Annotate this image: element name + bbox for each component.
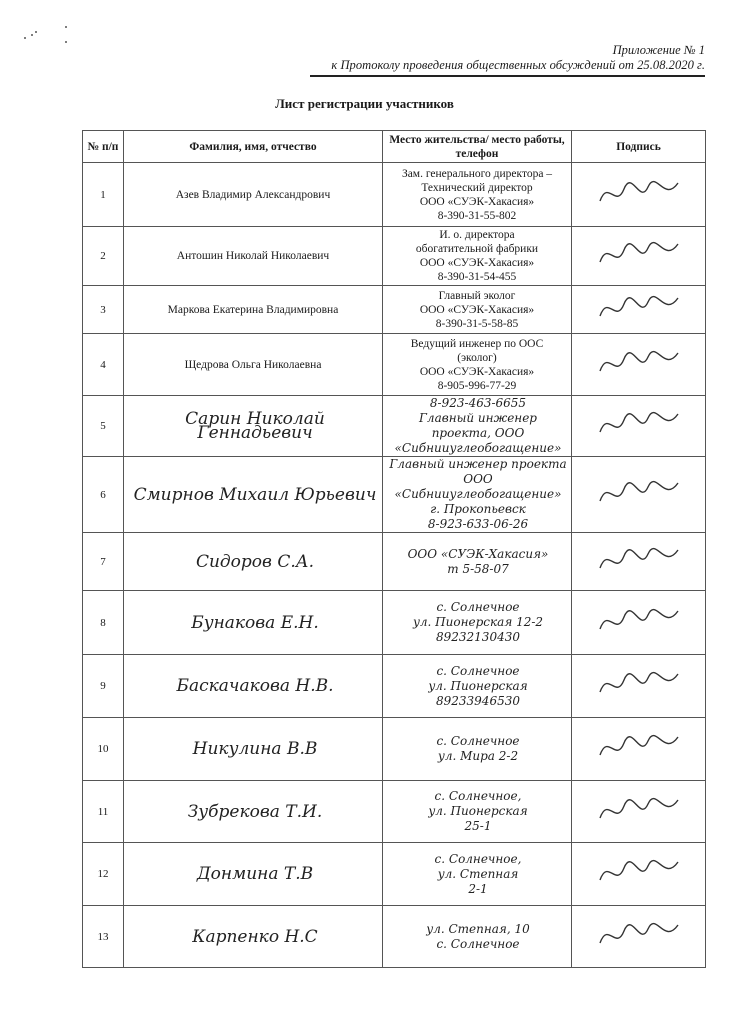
speck <box>24 37 26 39</box>
participant-name: Смирнов Михаил Юрьевич <box>124 457 383 533</box>
place-line: ООО «Сибнииуглеобогащение» <box>394 472 562 501</box>
place-line: ООО «СУЭК-Хакасия» <box>419 303 535 316</box>
row-number: 8 <box>83 591 124 655</box>
speck <box>65 26 67 28</box>
speck <box>31 34 33 36</box>
place-line: 8-905-996-77-29 <box>437 379 517 392</box>
table-row <box>83 906 706 968</box>
place-line: 8-390-31-55-802 <box>437 209 517 222</box>
place-line: с. Солнечное <box>436 734 520 748</box>
table-row <box>83 591 706 655</box>
signature-scribble <box>594 475 684 511</box>
place-line: 8-390-31-54-455 <box>437 271 517 283</box>
participant-name: Антошин Николай Николаевич <box>124 227 383 286</box>
participant-name: Бунакова Е.Н. <box>124 591 383 655</box>
participant-place <box>383 227 572 286</box>
header-signature: Подпись <box>572 131 706 163</box>
table-row <box>83 718 706 781</box>
table-row <box>83 457 706 533</box>
row-number: 2 <box>83 227 124 286</box>
signature-scribble <box>594 406 684 442</box>
signature-cell <box>572 227 706 286</box>
place-line: с. Солнечное <box>436 663 520 678</box>
signature-scribble <box>594 542 684 578</box>
signature-scribble <box>594 345 684 381</box>
scan-specks <box>22 26 72 46</box>
place-line: ул. Степная <box>437 866 519 881</box>
participant-name: Азев Владимир Александрович <box>124 163 383 227</box>
place-line: 89232130430 <box>436 630 520 644</box>
header-num: № п/п <box>83 131 124 163</box>
place-line: ул. Пионерская <box>428 678 528 693</box>
place-line: ООО «СУЭК-Хакасия» <box>407 546 549 561</box>
place-line: (эколог) <box>457 351 497 364</box>
signature-scribble <box>594 792 684 828</box>
place-line: ООО «СУЭК-Хакасия» <box>419 257 535 269</box>
place-line: ООО «СУЭК-Хакасия» <box>419 365 535 378</box>
participant-name: Сидоров С.А. <box>124 533 383 591</box>
place-line: Ведущий инженер по ООС <box>410 337 544 350</box>
row-number: 1 <box>83 163 124 227</box>
appendix-line-2: к Протоколу проведения общественных обсуждений от 25.08.2020 г. <box>331 58 705 72</box>
participant-place <box>383 718 572 781</box>
table-row <box>83 163 706 227</box>
signature-scribble <box>594 854 684 890</box>
table-row <box>83 286 706 334</box>
row-number: 11 <box>83 781 124 843</box>
participant-place <box>383 457 572 533</box>
signature-cell <box>572 396 706 457</box>
participant-place <box>383 334 572 396</box>
signature-scribble <box>594 917 684 953</box>
participant-place <box>383 906 572 968</box>
participant-name: Зубрекова Т.И. <box>124 781 383 843</box>
table-header-row <box>83 131 706 163</box>
participant-name: Щедрова Ольга Николаевна <box>124 334 383 396</box>
table-row <box>83 227 706 286</box>
place-line: Технический директор <box>421 181 533 194</box>
participant-name: Никулина В.В <box>124 718 383 781</box>
participant-name: Маркова Екатерина Владимировна <box>124 286 383 334</box>
place-line: ул. Пионерская 12-2 <box>412 615 544 629</box>
participant-place <box>383 655 572 718</box>
row-number: 10 <box>83 718 124 781</box>
place-line: Главный инженер проекта <box>389 457 567 471</box>
signature-scribble <box>594 290 684 326</box>
signature-cell <box>572 718 706 781</box>
table-row <box>83 843 706 906</box>
signature-cell <box>572 591 706 655</box>
signature-scribble <box>594 175 684 211</box>
place-line: ул. Мира 2-2 <box>437 749 519 763</box>
participant-name: Донмина Т.В <box>124 843 383 906</box>
place-line: 8-923-463-6655 <box>429 396 527 410</box>
place-line: с. Солнечное <box>436 936 520 951</box>
place-line: ул. Степная, 10 <box>426 921 530 936</box>
signature-scribble <box>594 666 684 702</box>
place-line: 25-1 <box>464 819 492 833</box>
place-line: ООО «СУЭК-Хакасия» <box>419 195 535 208</box>
signature-cell <box>572 457 706 533</box>
appendix-line-1: Приложение № 1 <box>612 43 705 57</box>
header-name: Фамилия, имя, отчество <box>124 131 383 163</box>
place-line: проекта, ООО «Сибнииуглеобогащение» <box>394 426 562 455</box>
place-line: Главный эколог <box>438 289 516 302</box>
table-row <box>83 655 706 718</box>
place-line: ул. Пионерская <box>428 804 528 818</box>
participant-place <box>383 396 572 457</box>
table-row <box>83 533 706 591</box>
row-number: 9 <box>83 655 124 718</box>
signature-cell <box>572 781 706 843</box>
participant-place <box>383 163 572 227</box>
signature-cell <box>572 286 706 334</box>
signature-scribble <box>594 236 684 272</box>
place-line: г. Прокопьевск <box>430 502 526 516</box>
registration-table <box>82 130 706 968</box>
row-number: 3 <box>83 286 124 334</box>
participant-place <box>383 286 572 334</box>
participant-place <box>383 533 572 591</box>
signature-cell <box>572 843 706 906</box>
place-line: т 5-58-07 <box>447 561 509 576</box>
signature-cell <box>572 655 706 718</box>
participant-name: Карпенко Н.С <box>124 906 383 968</box>
participant-place <box>383 843 572 906</box>
row-number: 4 <box>83 334 124 396</box>
appendix-note <box>331 43 705 73</box>
table-row <box>83 781 706 843</box>
row-number: 7 <box>83 533 124 591</box>
place-line: И. о. директора <box>439 229 515 241</box>
participant-name: Баскачакова Н.В. <box>124 655 383 718</box>
place-line: 2-1 <box>468 881 488 896</box>
place-line: 8-923-633-06-26 <box>427 517 529 531</box>
place-line: 8-390-31-5-58-85 <box>435 317 519 330</box>
row-number: 5 <box>83 396 124 457</box>
document-title: Лист регистрации участников <box>275 96 454 111</box>
signature-scribble <box>594 603 684 639</box>
header-place: Место жительства/ место работы, телефон <box>383 131 572 163</box>
signature-cell <box>572 163 706 227</box>
participant-name: Сарин Николай Геннадьевич <box>124 396 383 457</box>
row-number: 13 <box>83 906 124 968</box>
signature-scribble <box>594 729 684 765</box>
place-line: с. Солнечное, <box>434 851 522 866</box>
table-row <box>83 334 706 396</box>
place-line: обогатительной фабрики <box>415 243 539 255</box>
row-number: 6 <box>83 457 124 533</box>
place-line: Зам. генерального директора – <box>401 167 553 180</box>
participant-place <box>383 591 572 655</box>
participant-place <box>383 781 572 843</box>
speck <box>65 41 67 43</box>
table-row <box>83 396 706 457</box>
place-line: с. Солнечное, <box>434 789 522 803</box>
signature-cell <box>572 334 706 396</box>
place-line: с. Солнечное <box>436 600 520 614</box>
header-rule <box>310 75 705 77</box>
signature-cell <box>572 906 706 968</box>
place-line: 89233946530 <box>436 693 520 708</box>
signature-cell <box>572 533 706 591</box>
place-line: Главный инженер <box>418 411 537 425</box>
row-number: 12 <box>83 843 124 906</box>
speck <box>35 31 37 33</box>
